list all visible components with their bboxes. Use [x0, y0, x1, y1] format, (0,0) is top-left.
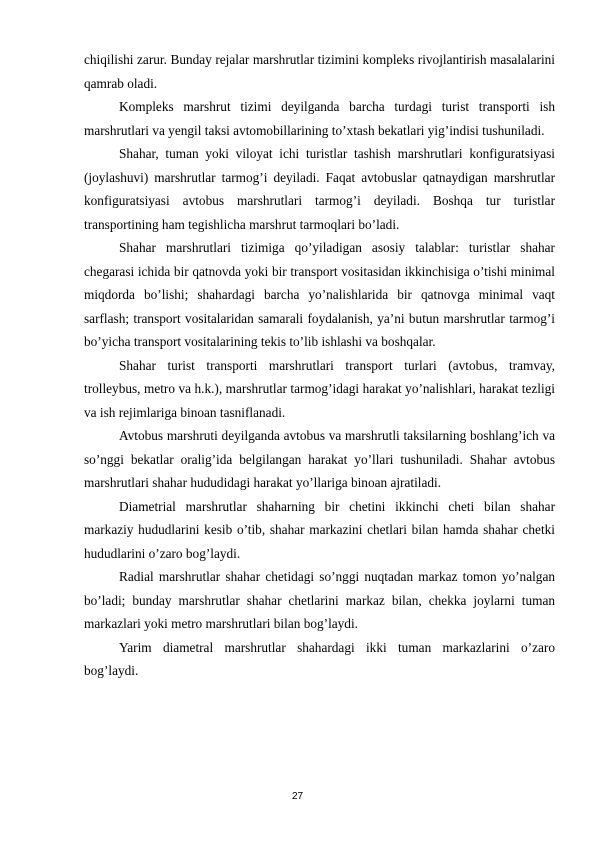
page-number: 27: [291, 791, 304, 802]
paragraph-tasniflash: Shahar turist transporti marshrutlari transport turlari (avtobus, tramvay, trolleybus, metro va h.k.), marshrutlar tarmog’idagi harakat yo’nalishlari, harakat tezligi va ish rejimlariga binoan tasniflanadi.: [84, 357, 555, 420]
paragraph-yarim-diametral: Yarim diametral marshrutlar shahardagi ikki tuman markazlarini o’zaro bog’laydi.: [84, 639, 555, 678]
paragraph-radial: Radial marshrutlar shahar chetidagi so’nggi nuqtadan markaz tomon yo’nalgan bo’ladi; bunday marshrutlar shahar chetlarini markaz bilan, chekka joylarni tuman markazlari yoki metro marshrutlari bilan bog’laydi.: [84, 569, 555, 631]
paragraph-continuation: chiqilishi zarur. Bunday rejalar marshrutlar tizimini kompleks rivojlantirish masalalarini qamrab oladi.: [84, 52, 555, 91]
paragraph-diametrial: Diametrial marshrutlar shaharning bir chetini ikkinchi cheti bilan shahar markaziy hududlarini kesib o’tib, shahar markazini chetlari bilan hamda shahar chetki hududlarini o’zaro bog’laydi.: [84, 498, 555, 561]
paragraph-marshrutlar-tarmogi: Shahar, tuman yoki viloyat ichi turistlar tashish marshrutlari konfiguratsiyasi (joylashuvi) marshrutlar tarmog’i deyiladi. Faqat avtobuslar qatnaydigan marshrutlar konfiguratsiyasi avtobus marshrutlari tarmog’i deyiladi. Boshqa tur turistlar transportining ham tegishlicha marshrut tarmoqlari bo’ladi.: [84, 146, 555, 232]
paragraph-kompleks-marshrut: Kompleks marshrut tizimi deyilganda barcha turdagi turist transporti ish marshrutlari va yengil taksi avtomobillarining to’xtash bekatlari yig’indisi tushuniladi.: [84, 99, 555, 138]
body-text: [84, 48, 555, 683]
paragraph-avtobus-marshruti: Avtobus marshruti deyilganda avtobus va marshrutli taksilarning boshlang’ich va so’nggi bekatlar oralig’ida belgilangan harakat yo’llari tushuniladi. Shahar avtobus marshrutlari shahar hududidagi harakat yo’llariga binoan ajratiladi.: [84, 428, 555, 490]
paragraph-asosiy-talablar: Shahar marshrutlari tizimiga qo’yiladigan asosiy talablar: turistlar shahar chegarasi ichida bir qatnovda yoki bir transport vositasidan ikkinchisiga o’tishi minimal miqdorda bo’lishi; shahardagi barcha yo’nalishlarida bir qatnovga minimal vaqt sarflash; transport vositalaridan samarali foydalanish, ya’ni butun marshrutlar tarmog’i bo’yicha transport vositalarining tekis to’lib ishlashi va boshqalar.: [84, 240, 555, 349]
